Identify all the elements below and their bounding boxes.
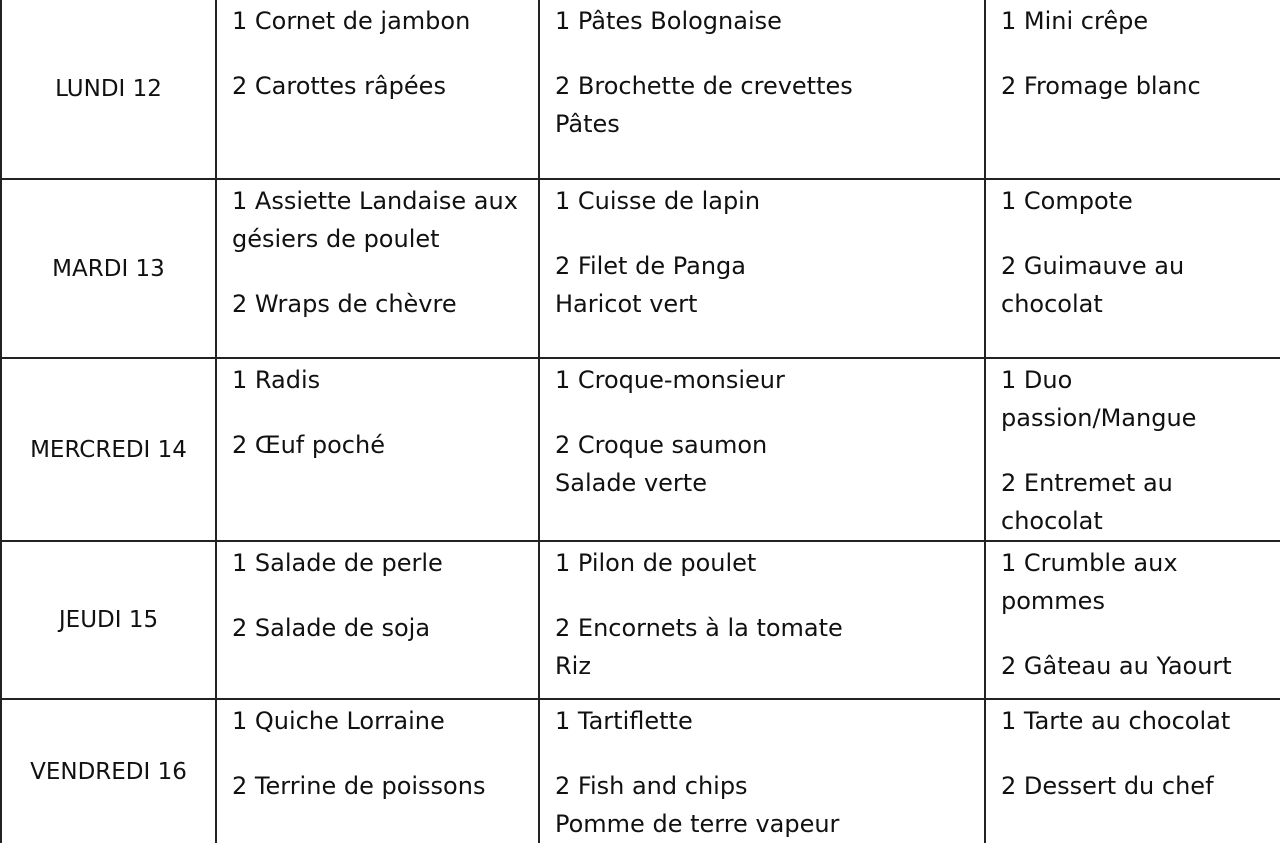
- main-option-1: 1 Pâtes Bolognaise: [555, 7, 782, 35]
- day-cell: [1, 541, 216, 699]
- main-option-1: 1 Cuisse de lapin: [555, 187, 761, 215]
- main-side: Salade verte: [555, 469, 707, 497]
- day-cell: [1, 0, 216, 179]
- main-side: Pomme de terre vapeur: [555, 810, 840, 838]
- table-row: [1, 179, 1280, 358]
- starter-cell: [216, 699, 539, 843]
- day-cell: [1, 699, 216, 843]
- table-row: [1, 699, 1280, 843]
- starter-option-1: 1 Cornet de jambon: [232, 7, 471, 35]
- dessert-option-2: 2 Guimauve au chocolat: [1001, 252, 1185, 318]
- main-cell: [539, 358, 985, 541]
- main-cell: [539, 699, 985, 843]
- starter-option-1: 1 Radis: [232, 366, 321, 394]
- starter-option-2: 2 Salade de soja: [232, 614, 431, 642]
- dessert-option-2: 2 Dessert du chef: [1001, 772, 1214, 800]
- main-option-2: 2 Brochette de crevettes: [555, 72, 853, 100]
- dessert-cell: [985, 541, 1280, 699]
- starter-option-1: 1 Assiette Landaise aux gésiers de poulet: [232, 187, 518, 253]
- starter-option-2: 2 Carottes râpées: [232, 72, 446, 100]
- starter-option-2: 2 Wraps de chèvre: [232, 290, 457, 318]
- main-option-2: 2 Croque saumon: [555, 431, 768, 459]
- table-row: [1, 358, 1280, 541]
- day-label: JEUDI 15: [58, 607, 159, 633]
- day-label: VENDREDI 16: [30, 758, 187, 785]
- starter-option-1: 1 Salade de perle: [232, 549, 443, 577]
- starter-option-2: 2 Terrine de poissons: [232, 772, 486, 800]
- dessert-option-1: 1 Tarte au chocolat: [1001, 707, 1231, 735]
- day-label: LUNDI 12: [55, 76, 162, 102]
- dessert-cell: [985, 179, 1280, 358]
- main-cell: [539, 0, 985, 179]
- dessert-option-1: 1 Crumble aux pommes: [1001, 549, 1178, 615]
- main-option-2: 2 Filet de Panga: [555, 252, 746, 280]
- main-option-2: 2 Fish and chips: [555, 772, 748, 800]
- dessert-option-1: 1 Compote: [1001, 187, 1133, 215]
- day-label: MERCREDI 14: [30, 436, 187, 463]
- dessert-option-1: 1 Mini crêpe: [1001, 7, 1149, 35]
- main-option-1: 1 Tartiflette: [555, 707, 693, 735]
- starter-cell: [216, 358, 539, 541]
- main-cell: [539, 541, 985, 699]
- starter-cell: [216, 0, 539, 179]
- dessert-cell: [985, 699, 1280, 843]
- main-cell: [539, 179, 985, 358]
- main-option-1: 1 Croque-monsieur: [555, 366, 785, 394]
- main-option-1: 1 Pilon de poulet: [555, 549, 757, 577]
- day-cell: [1, 179, 216, 358]
- day-cell: [1, 358, 216, 541]
- starter-cell: [216, 541, 539, 699]
- dessert-cell: [985, 358, 1280, 541]
- main-side: Haricot vert: [555, 290, 698, 318]
- main-option-2: 2 Encornets à la tomate: [555, 614, 843, 642]
- dessert-option-2: 2 Gâteau au Yaourt: [1001, 652, 1232, 680]
- dessert-option-1: 1 Duo passion/Mangue: [1001, 366, 1197, 432]
- day-label: MARDI 13: [52, 255, 165, 282]
- dessert-option-2: 2 Entremet au chocolat: [1001, 469, 1173, 535]
- starter-option-2: 2 Œuf poché: [232, 431, 385, 459]
- starter-option-1: 1 Quiche Lorraine: [232, 707, 445, 735]
- dessert-cell: [985, 0, 1280, 179]
- table-row: [1, 541, 1280, 699]
- main-side: Riz: [555, 652, 591, 680]
- dessert-option-2: 2 Fromage blanc: [1001, 72, 1201, 100]
- table-row: [1, 0, 1280, 179]
- main-side: Pâtes: [555, 110, 620, 138]
- starter-cell: [216, 179, 539, 358]
